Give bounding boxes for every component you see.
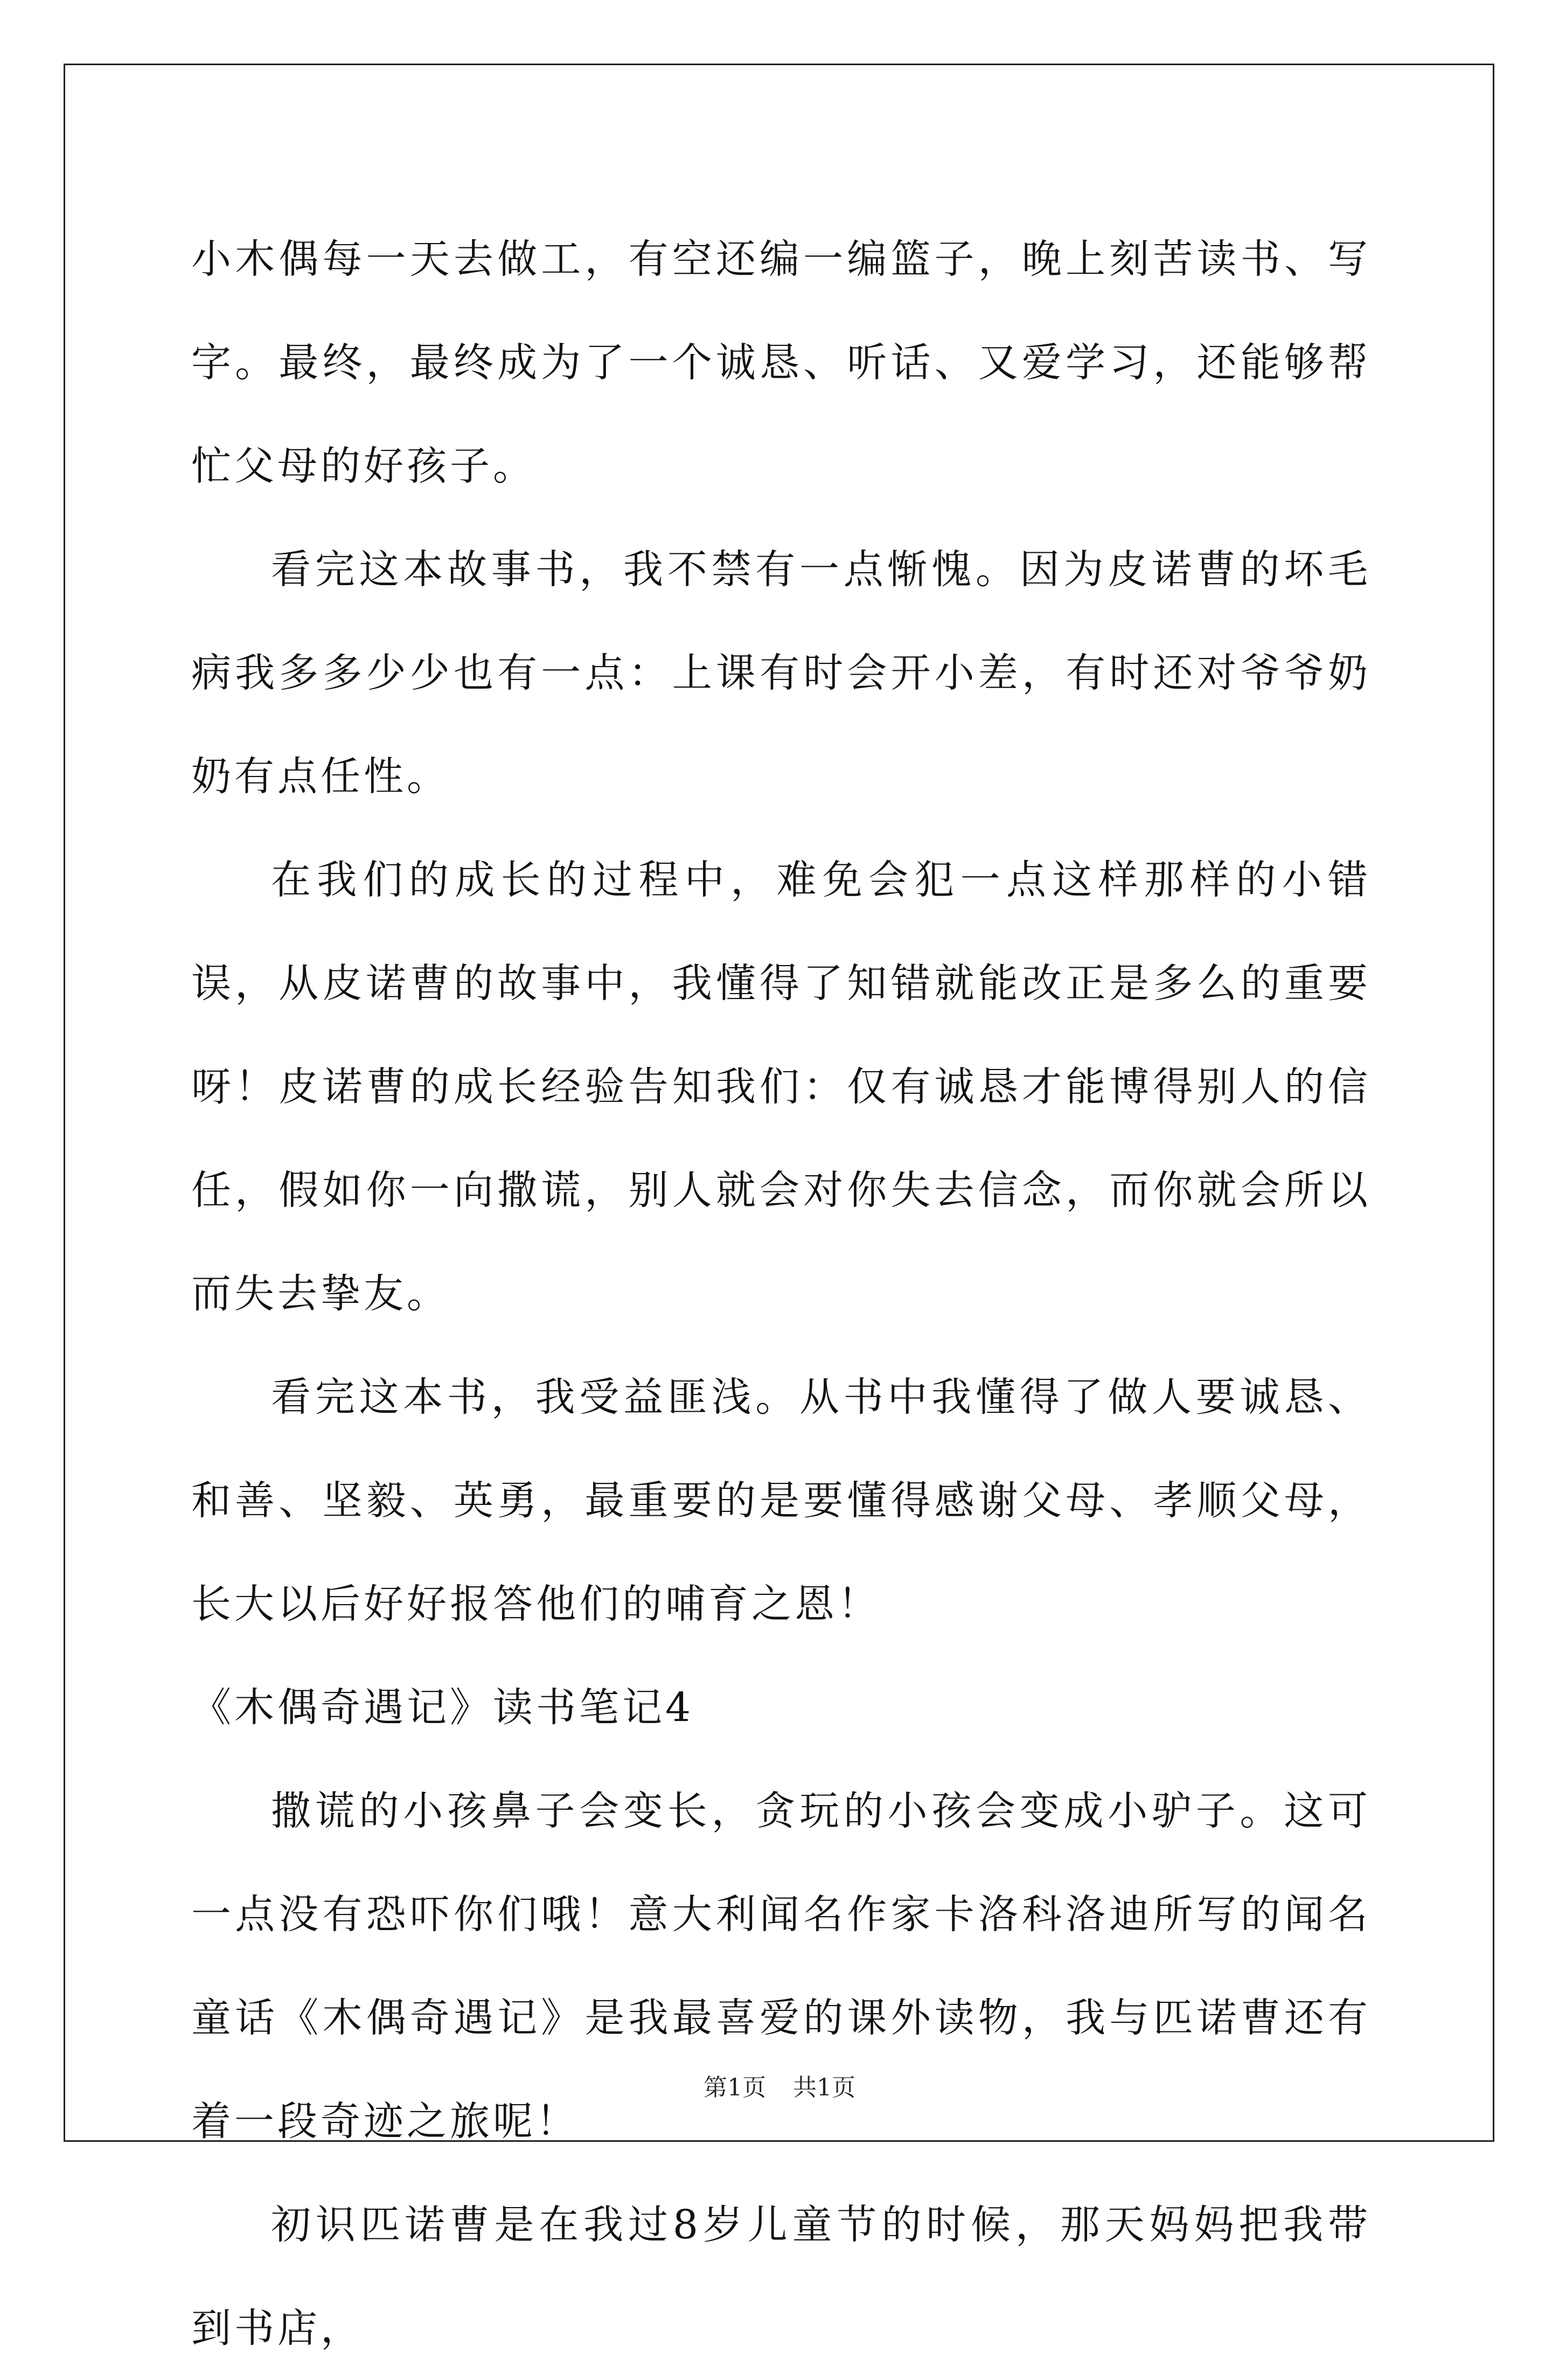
paragraph-6: 初识匹诺曹是在我过8岁儿童节的时候，那天妈妈把我带到书店， [191, 2202, 1371, 2351]
paragraph-1: 小木偶每一天去做工，有空还编一编篮子，晚上刻苦读书、写字。最终，最终成为了一个诚恳、听话、又爱学习，还能够帮忙父母的好孩子。 [191, 236, 1371, 489]
section-heading: 《木偶奇遇记》读书笔记4 [191, 1684, 694, 1731]
paragraph-3: 在我们的成长的过程中，难免会犯一点这样那样的小错误，从皮诺曹的故事中，我懂得了知错就能改正是多么的重要呀！皮诺曹的成长经验告知我们：仅有诚恳才能博得别人的信任，假如你一向撒谎，别人就会对你失去信念，而你就会所以而失去挚友。 [191, 857, 1371, 1317]
paragraph-2: 看完这本故事书，我不禁有一点惭愧。因为皮诺曹的坏毛病我多多少少也有一点：上课有时会开小差，有时还对爷爷奶奶有点任性。 [191, 546, 1371, 800]
document-body [191, 207, 1371, 2380]
page-footer [0, 2072, 1559, 2104]
paragraph-4: 看完这本书，我受益匪浅。从书中我懂得了做人要诚恳、和善、坚毅、英勇，最重要的是要懂得感谢父母、孝顺父母，长大以后好好报答他们的哺育之恩！ [191, 1374, 1371, 1627]
page-total: 共1页 [793, 2074, 855, 2101]
page-number: 第1页 [704, 2074, 766, 2101]
paragraph-5: 撒谎的小孩鼻子会变长，贪玩的小孩会变成小驴子。这可一点没有恐吓你们哦！意大利闻名作家卡洛科洛迪所写的闻名童话《木偶奇遇记》是我最喜爱的课外读物，我与匹诺曹还有着一段奇迹之旅呢！ [191, 1788, 1371, 2145]
